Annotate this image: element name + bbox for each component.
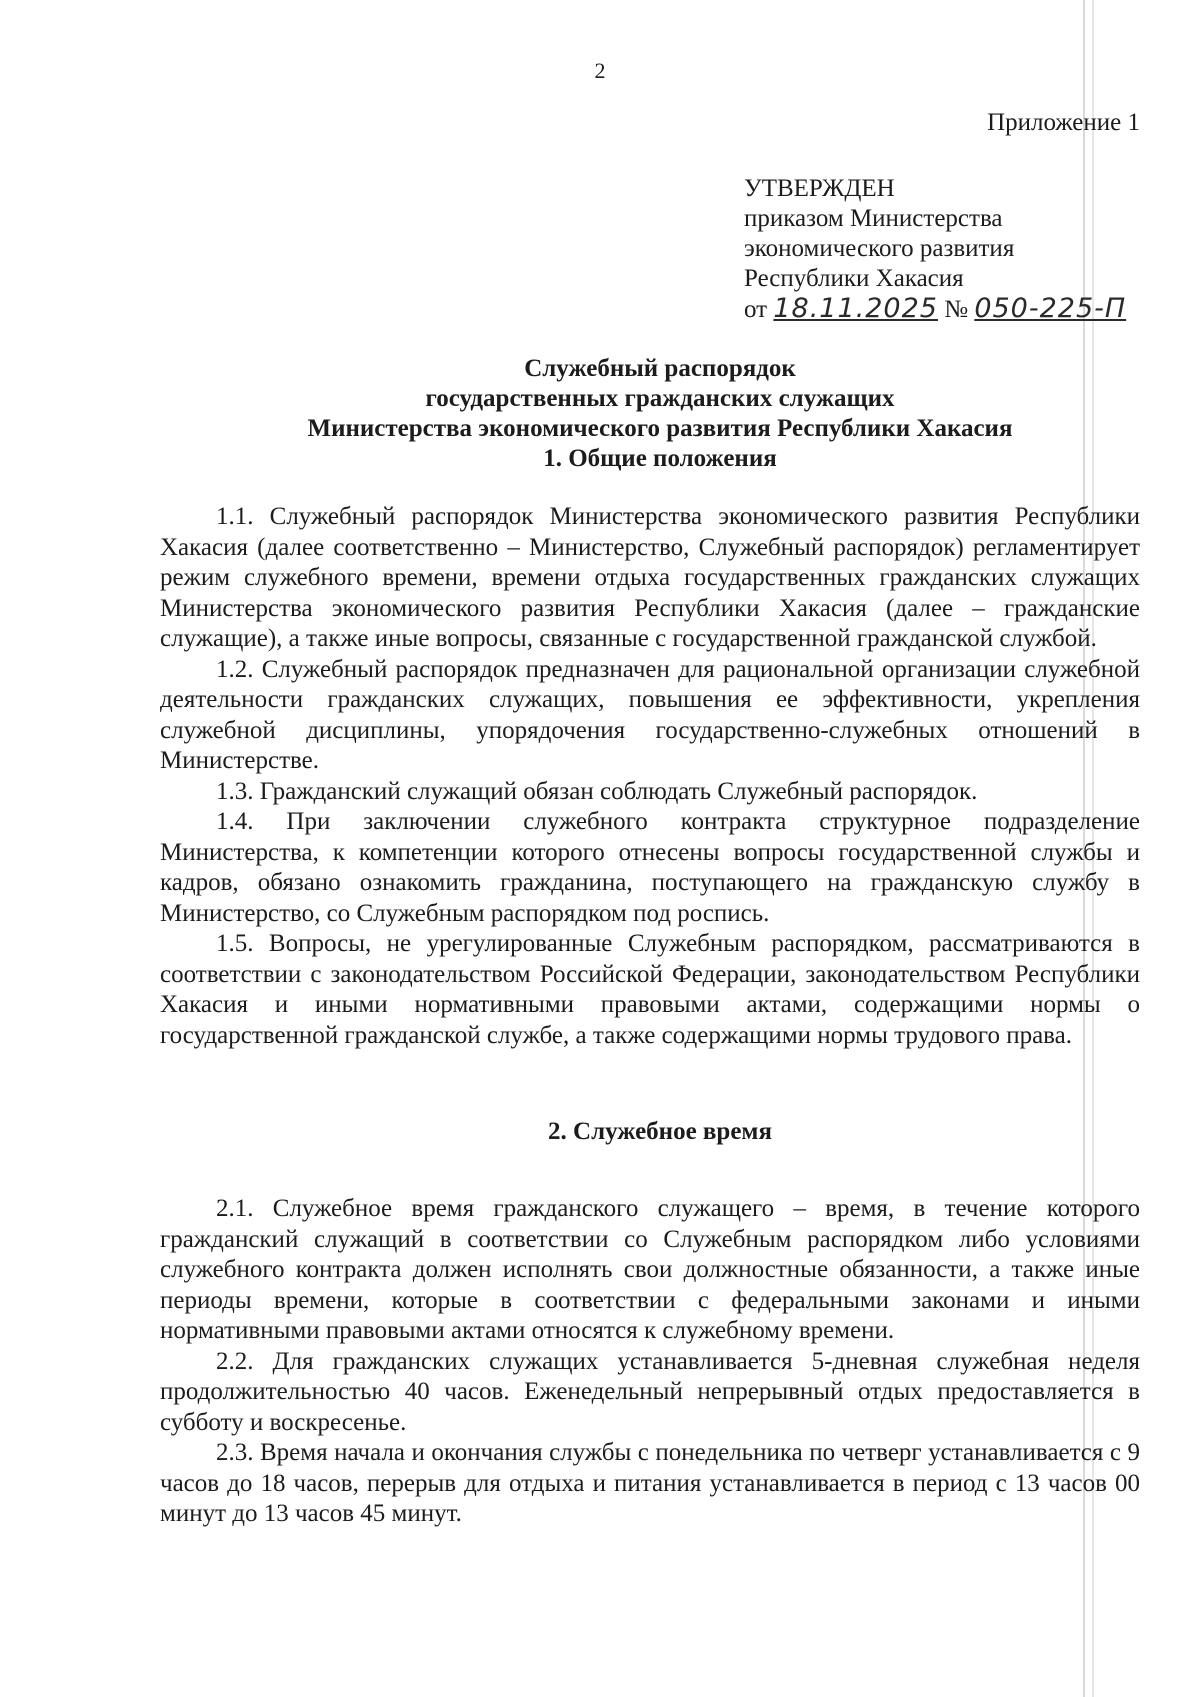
paragraph: 1.3. Гражданский служащий обязан соблюдать Служебный распорядок. bbox=[216, 777, 978, 805]
date-prefix: от bbox=[744, 296, 768, 323]
section-general-provisions bbox=[160, 502, 1140, 1051]
paragraph: 2.3. Время начала и окончания службы с понедельника по четверг устанавливается с 9 часов до 18 часов, перерыв для отдыха и питания устанавливается в период с 13 часов 00 минут до 13 часов 45 минут. bbox=[160, 1439, 1140, 1527]
title-line: государственных гражданских служащих bbox=[425, 385, 895, 412]
paragraph: 1.2. Служебный распорядок предназначен для рациональной организации служебной деятельности гражданских служащих, повышения ее эффективности, укрепления служебной дисциплины, упорядочения государственно-служебных отношений в Министерстве. bbox=[160, 655, 1140, 774]
title-line: Министерства экономического развития Республики Хакасия bbox=[307, 415, 1013, 442]
paragraph: 2.2. Для гражданских служащих устанавливается 5-дневная служебная неделя продолжительностью 40 часов. Еженедельный непрерывный отдых предоставляется в субботу и воскресенье. bbox=[160, 1347, 1140, 1436]
paragraph: 1.4. При заключении служебного контракта структурное подразделение Министерства, к компетенции которого отнесены вопросы государственной службы и кадров, обязано ознакомить гражданина, поступающего на гражданскую службу в Министерство, со Служебным распорядком под роспись. bbox=[160, 808, 1140, 927]
handwritten-date: 18.11.2025 bbox=[773, 293, 938, 324]
approval-block bbox=[744, 174, 1164, 325]
appendix-label: Приложение 1 bbox=[987, 109, 1140, 136]
approval-date-number-line bbox=[744, 294, 1164, 325]
approval-line: Республики Хакасия bbox=[744, 265, 964, 292]
paragraph: 2.1. Служебное время гражданского служащего – время, в течение которого гражданский служащий в соответствии со Служебным распорядком либо условиями служебного контракта должен исполнять свои должностные обязанности, а также иные периоды времени, которые в соответствии с федеральными законами и иными нормативными правовыми актами относятся к служебному времени. bbox=[160, 1195, 1140, 1344]
document-title bbox=[0, 354, 1200, 474]
approval-line: приказом Министерства bbox=[744, 205, 1003, 232]
handwritten-number: 050-225-П bbox=[974, 293, 1127, 324]
title-line: Служебный распорядок bbox=[524, 355, 796, 382]
section-heading: 2. Служебное время bbox=[548, 1118, 772, 1145]
section-heading: 1. Общие положения bbox=[543, 445, 777, 472]
page-number: 2 bbox=[594, 58, 606, 83]
approval-line: экономического развития bbox=[744, 235, 1015, 262]
approval-stamp-word: УТВЕРЖДЕН bbox=[744, 175, 895, 202]
number-prefix: № bbox=[944, 296, 969, 323]
paragraph: 1.5. Вопросы, не урегулированные Служебным распорядком, рассматриваются в соответствии с законодательством Российской Федерации, законодательством Республики Хакасия и иными нормативными правовыми актами, содержащими нормы о государственной гражданской службе, а также содержащими нормы трудового права. bbox=[160, 930, 1140, 1049]
paragraph: 1.1. Служебный распорядок Министерства экономического развития Республики Хакасия (далее соответственно – Министерство, Служебный распорядок) регламентирует режим служебного времени, времени отдыха государственных гражданских служащих Министерства экономического развития Республики Хакасия (далее – гражданские служащие), а также иные вопросы, связанные с государственной гражданской службой. bbox=[160, 503, 1140, 652]
section-service-time bbox=[160, 1194, 1140, 1530]
